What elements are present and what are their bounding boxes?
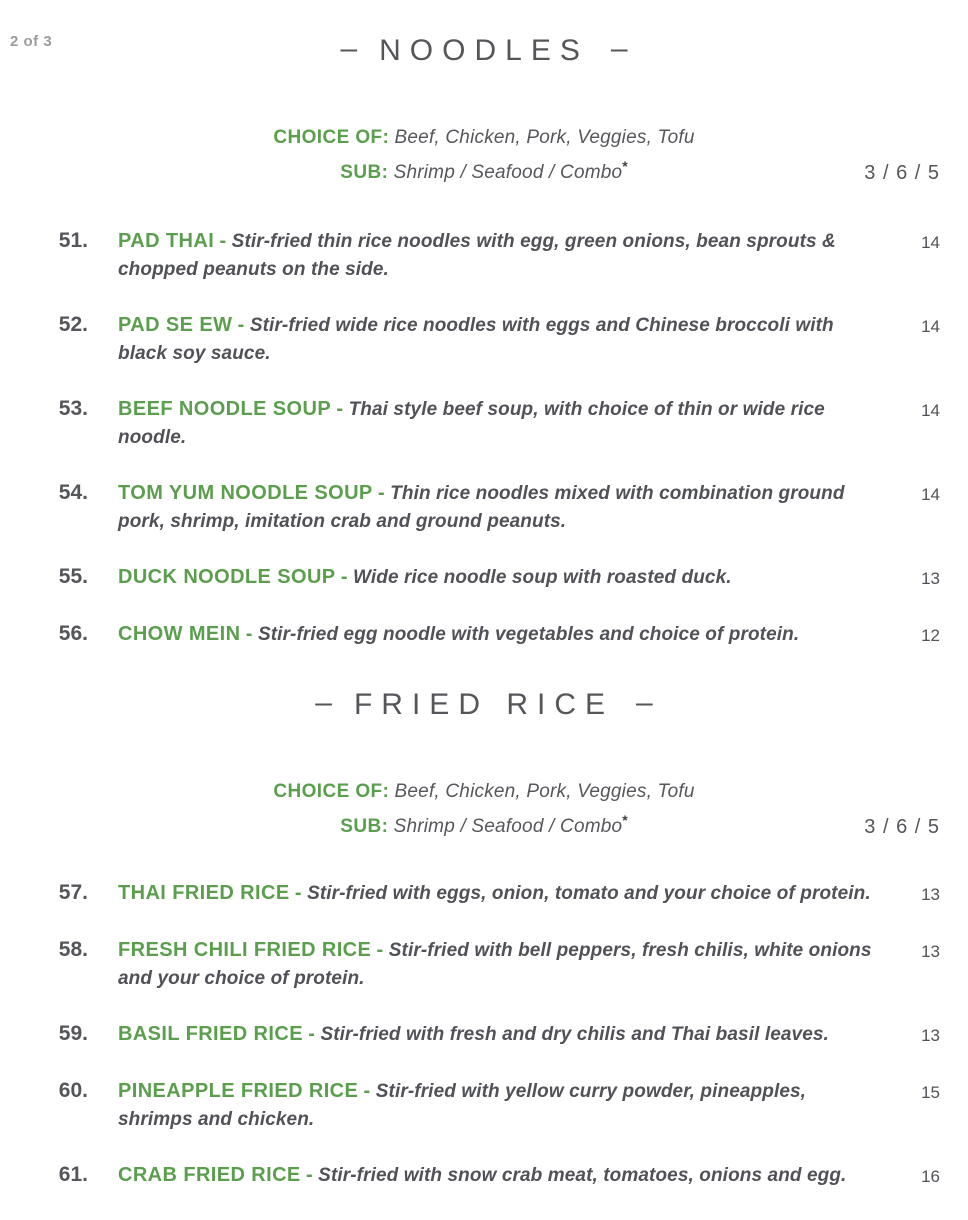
menu-item [28, 1020, 940, 1050]
item-description: Stir-fried with yellow curry powder, pineapples, shrimps and chicken. [118, 1081, 807, 1131]
asterisk-mark: * [622, 812, 628, 829]
item-name: FRESH CHILI FRIED RICE [118, 939, 372, 962]
item-number: 55. [58, 565, 88, 589]
item-separator: - [377, 482, 391, 505]
item-number: 52. [58, 313, 88, 337]
item-description: Wide rice noodle soup with roasted duck. [353, 567, 732, 589]
choice-of-label: CHOICE OF: [273, 781, 390, 803]
item-price: 13 [921, 885, 940, 905]
menu-item [28, 227, 940, 284]
item-price: 14 [921, 401, 940, 421]
item-description: Thin rice noodles mixed with combination ground pork, shrimp, imitation crab and ground peanuts. [118, 483, 845, 533]
item-number: 57. [58, 881, 88, 905]
item-number: 60. [58, 1079, 88, 1103]
section-notes-noodles [0, 124, 968, 187]
items-list-noodles [0, 227, 968, 650]
item-number: 59. [58, 1022, 88, 1046]
item-price: 16 [921, 1167, 940, 1187]
item-number: 51. [58, 229, 88, 253]
menu-page [0, 20, 968, 1220]
section-fried-rice [0, 686, 968, 1191]
item-name: TOM YUM NOODLE SOUP [118, 482, 373, 505]
item-name: PINEAPPLE FRIED RICE [118, 1080, 359, 1103]
item-text [88, 936, 898, 993]
item-description: Stir-fried thin rice noodles with egg, green onions, bean sprouts & chopped peanuts on the side. [118, 231, 836, 281]
menu-item [28, 563, 940, 593]
item-separator: - [363, 1080, 376, 1103]
item-name: PAD THAI [118, 230, 215, 253]
item-text [88, 395, 898, 452]
item-name: THAI FRIED RICE [118, 882, 290, 905]
menu-item [28, 879, 940, 909]
item-price: 14 [921, 317, 940, 337]
item-separator: - [308, 1023, 321, 1046]
sub-line [28, 152, 940, 187]
item-name: CRAB FRIED RICE [118, 1164, 301, 1187]
item-number: 54. [58, 481, 88, 505]
item-text [88, 479, 898, 536]
sub-prices: 3 / 6 / 5 [864, 162, 940, 185]
menu-item [28, 936, 940, 993]
item-price: 13 [921, 942, 940, 962]
item-number: 58. [58, 938, 88, 962]
item-text [88, 563, 898, 592]
item-description: Stir-fried with snow crab meat, tomatoes, onions and egg. [318, 1165, 847, 1187]
item-price: 12 [921, 626, 940, 646]
item-name: BASIL FRIED RICE [118, 1023, 303, 1046]
menu-item [28, 620, 940, 650]
item-separator: - [294, 882, 308, 905]
item-price: 14 [921, 233, 940, 253]
choice-of-label: CHOICE OF: [273, 127, 390, 149]
item-description: Stir-fried with fresh and dry chilis and Thai basil leaves. [320, 1024, 829, 1046]
item-price: 14 [921, 485, 940, 505]
item-description: Stir-fried egg noodle with vegetables and choice of protein. [257, 624, 800, 646]
item-text [88, 1020, 898, 1049]
asterisk-mark: * [622, 158, 628, 175]
item-description: Thai style beef soup, with choice of thin or wide rice noodle. [118, 399, 825, 449]
sub-label: SUB: [340, 162, 389, 184]
item-name: DUCK NOODLE SOUP [118, 566, 336, 589]
sub-prices: 3 / 6 / 5 [864, 816, 940, 839]
item-text [88, 1077, 898, 1134]
sub-label: SUB: [340, 816, 389, 838]
menu-item [28, 395, 940, 452]
title-dash-left: – [340, 32, 358, 66]
item-price: 13 [921, 1026, 940, 1046]
item-name: CHOW MEIN [118, 623, 241, 646]
page-number: 2 of 3 [10, 33, 53, 51]
item-separator: - [219, 230, 232, 253]
item-separator: - [376, 939, 389, 962]
item-separator: - [245, 623, 258, 646]
menu-item [28, 1161, 940, 1191]
item-price: 13 [921, 569, 940, 589]
choice-of-line [28, 124, 940, 152]
item-text [88, 227, 898, 284]
item-number: 53. [58, 397, 88, 421]
item-number: 61. [58, 1163, 88, 1187]
item-description: Stir-fried with eggs, onion, tomato and your choice of protein. [307, 883, 871, 905]
choice-of-value: Beef, Chicken, Pork, Veggies, Tofu [394, 781, 695, 803]
menu-item [28, 479, 940, 536]
choice-of-line [28, 778, 940, 806]
item-text [88, 879, 898, 908]
item-description: Stir-fried with bell peppers, fresh chilis, white onions and your choice of protein. [118, 940, 872, 990]
choice-of-value: Beef, Chicken, Pork, Veggies, Tofu [394, 127, 695, 149]
sub-value: Shrimp / Seafood / Combo [393, 816, 623, 838]
menu-item [28, 311, 940, 368]
title-dash-left: – [315, 686, 332, 720]
section-title-text: NOODLES [379, 34, 589, 68]
item-separator: - [340, 566, 354, 589]
section-title-text: FRIED RICE [353, 688, 614, 722]
sub-line [28, 806, 940, 841]
menu-item [28, 1077, 940, 1134]
item-separator: - [237, 314, 250, 337]
title-dash-right: – [610, 32, 628, 66]
section-notes-fried-rice [0, 778, 968, 841]
item-text [88, 1161, 898, 1190]
items-list-fried-rice [0, 879, 968, 1191]
title-dash-right: – [636, 686, 653, 720]
item-text [88, 620, 898, 649]
section-title-noodles [0, 20, 968, 70]
item-text [88, 311, 898, 368]
section-title-fried-rice [0, 686, 968, 724]
section-noodles [0, 20, 968, 650]
item-price: 15 [921, 1083, 940, 1103]
item-separator: - [336, 398, 349, 421]
item-name: BEEF NOODLE SOUP [118, 398, 332, 421]
item-name: PAD SE EW [118, 314, 233, 337]
item-number: 56. [58, 622, 88, 646]
item-separator: - [305, 1164, 319, 1187]
sub-value: Shrimp / Seafood / Combo [393, 162, 623, 184]
item-description: Stir-fried wide rice noodles with eggs and Chinese broccoli with black soy sauce. [118, 315, 834, 365]
